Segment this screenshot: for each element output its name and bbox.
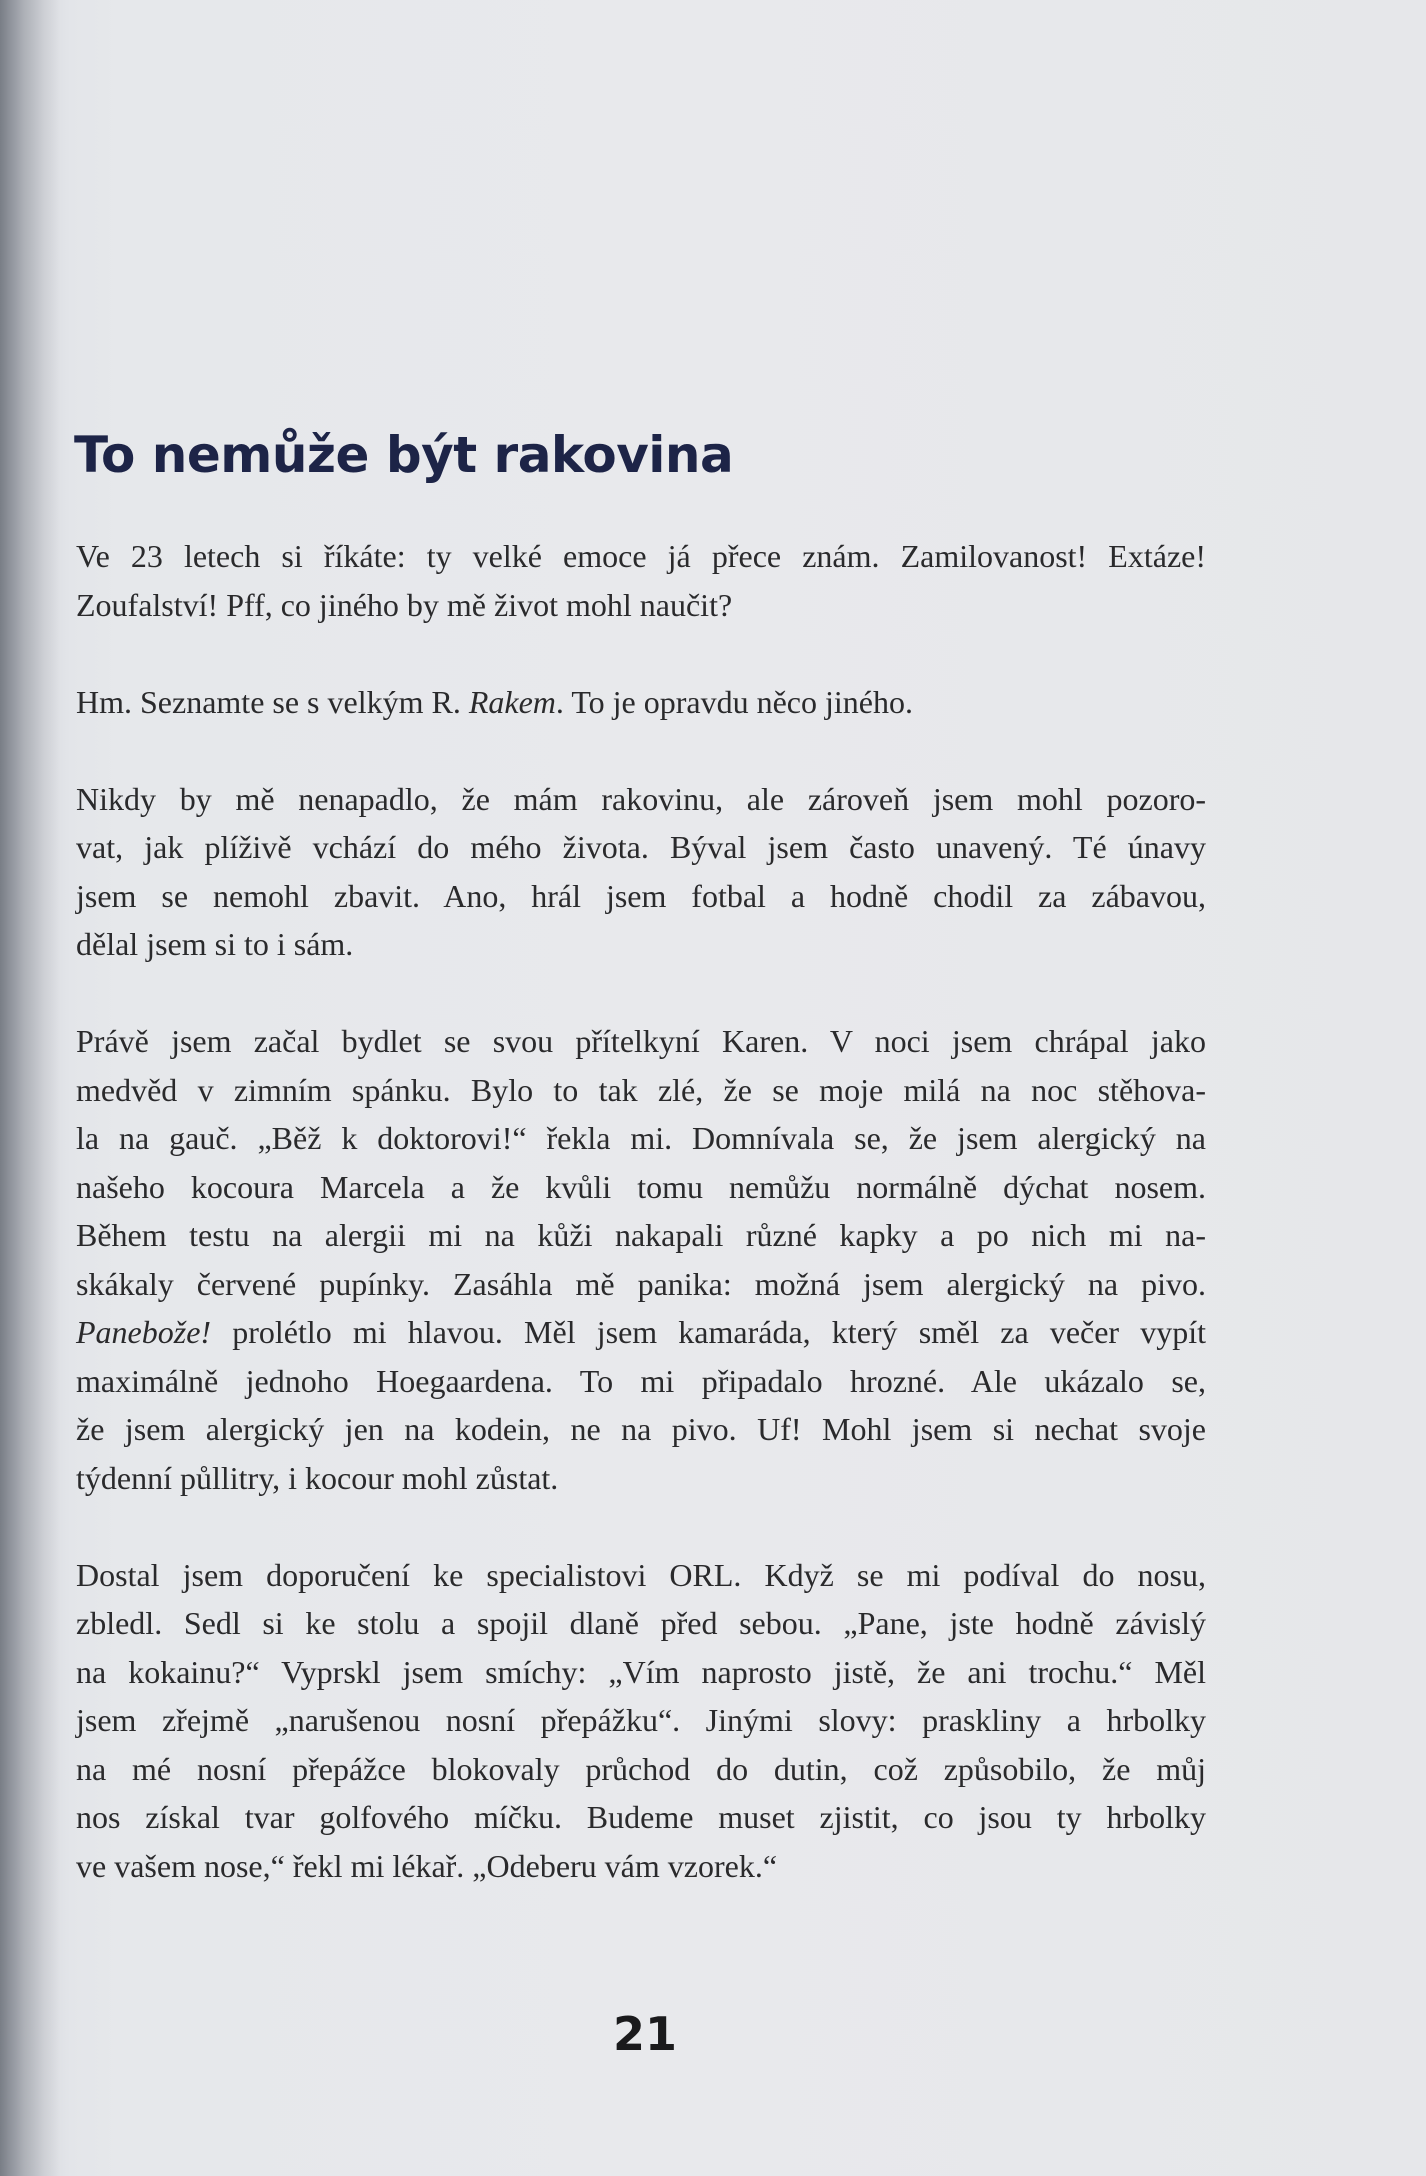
text-segment: Hm. Seznamte se s velkým R. bbox=[76, 683, 469, 720]
text-line: že jsem alergický jen na kodein, ne na pivo. Uf! Mohl jsem si nechat svoje bbox=[76, 1411, 1206, 1447]
text-line bbox=[76, 1308, 1206, 1357]
text-segment: prolétlo mi hlavou. Měl jsem kamaráda, který směl za večer vypít bbox=[211, 1314, 1206, 1350]
binding-shadow bbox=[0, 0, 60, 2176]
text-segment: . To je opravdu něco jiného. bbox=[555, 683, 913, 720]
paragraph bbox=[76, 678, 1206, 727]
text-line: skákaly červené pupínky. Zasáhla mě panika: možná jsem alergický na pivo. bbox=[76, 1265, 1206, 1302]
text-line: maximálně jednoho Hoegaardena. To mi připadalo hrozné. Ale ukázalo se, bbox=[76, 1362, 1206, 1399]
text-line: Právě jsem začal bydlet se svou přítelkyní Karen. V noci jsem chrápal jako bbox=[76, 1023, 1206, 1059]
text-line: Dostal jsem doporučení ke specialistovi ORL. Když se mi podíval do nosu, bbox=[76, 1556, 1206, 1593]
text-line: zbledl. Sedl si ke stolu a spojil dlaně před sebou. „Pane, jste hodně závislý bbox=[76, 1605, 1206, 1641]
italic-word: Panebože! bbox=[76, 1314, 212, 1350]
paragraph bbox=[76, 532, 1206, 629]
text-line bbox=[76, 678, 1206, 727]
text-line: našeho kocoura Marcela a že kvůli tomu nemůžu normálně dýchat nosem. bbox=[76, 1168, 1206, 1205]
text-line: Ve 23 letech si říkáte: ty velké emoce já přece znám. Zamilovanost! Extáze! bbox=[76, 538, 1206, 574]
text-line: na kokainu?“ Vyprskl jsem smíchy: „Vím naprosto jistě, že ani trochu.“ Měl bbox=[76, 1653, 1206, 1690]
paragraph bbox=[76, 775, 1206, 969]
text-line: jsem se nemohl zbavit. Ano, hrál jsem fotbal a hodně chodil za zábavou, bbox=[76, 877, 1206, 914]
chapter-title: To nemůže být rakovina bbox=[74, 426, 734, 484]
text-line: vat, jak plíživě vchází do mého života. Býval jsem často unavený. Té únavy bbox=[76, 829, 1206, 865]
text-line: týdenní půllitry, i kocour mohl zůstat. bbox=[76, 1459, 559, 1496]
italic-word: Rakem bbox=[468, 683, 556, 720]
text-line: na mé nosní přepážce blokovaly průchod do dutin, což způsobilo, že můj bbox=[76, 1750, 1206, 1787]
text-line: ve vašem nose,“ řekl mi lékař. „Odeberu vám vzorek.“ bbox=[76, 1847, 778, 1884]
text-line: dělal jsem si to i sám. bbox=[76, 926, 354, 962]
text-line: la na gauč. „Běž k doktorovi!“ řekla mi. Domnívala se, že jsem alergický na bbox=[76, 1120, 1206, 1156]
text-line: jsem zřejmě „narušenou nosní přepážku“. Jinými slovy: praskliny a hrbolky bbox=[76, 1702, 1206, 1738]
page-number: 21 bbox=[612, 2007, 677, 2061]
text-line: Nikdy by mě nenapadlo, že mám rakovinu, ale zároveň jsem mohl pozoro- bbox=[76, 780, 1206, 817]
body-text bbox=[76, 532, 1206, 1939]
text-line: medvěd v zimním spánku. Bylo to tak zlé, že se moje milá na noc stěhova- bbox=[76, 1071, 1206, 1108]
text-line: Během testu na alergii mi na kůži nakapali různé kapky a po nich mi na- bbox=[76, 1217, 1206, 1253]
paragraph bbox=[76, 1017, 1206, 1502]
text-line: nos získal tvar golfového míčku. Budeme muset zjistit, co jsou ty hrbolky bbox=[76, 1799, 1206, 1835]
paragraph bbox=[76, 1551, 1206, 1891]
text-line: Zoufalství! Pff, co jiného by mě život mohl naučit? bbox=[76, 586, 733, 623]
